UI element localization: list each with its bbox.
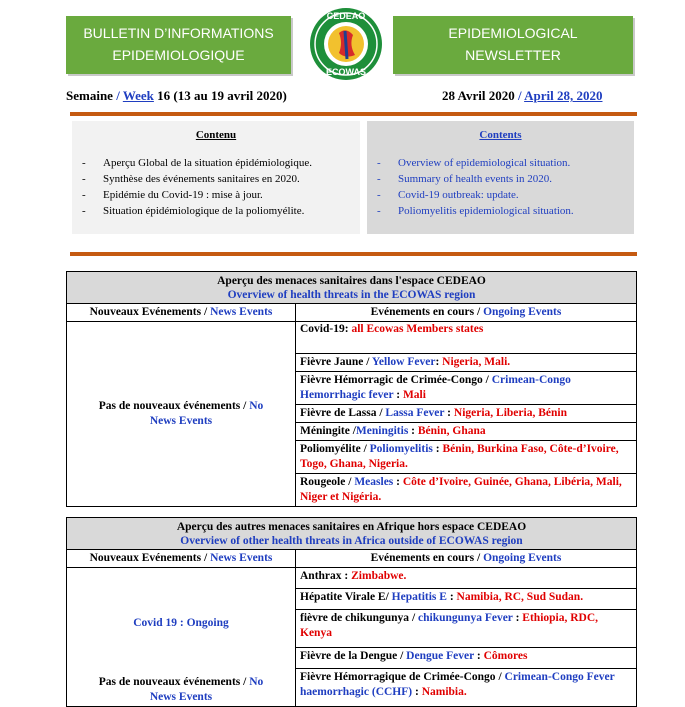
col-label-en: Ongoing Events <box>483 552 562 564</box>
event-places: Nigeria, Liberia, Bénin <box>453 407 567 419</box>
table2-row <box>296 568 637 589</box>
date-en: April 28, 2020 <box>524 88 603 103</box>
event-fr: Covid-19: <box>300 323 349 335</box>
event-sep: : <box>512 611 523 624</box>
table2-row: Fièvre de la Dengue / Dengue Fever : Cômores <box>296 647 637 668</box>
table1-title-en: Overview of health threats in the ECOWAS region <box>227 289 476 301</box>
table2-title <box>67 518 637 550</box>
event-places: Mali <box>402 389 426 401</box>
top-rule <box>70 112 637 116</box>
table1-row: Fièvre Hémorragic de Crimée-Congo / Crimean-Congo Hemorrhagic fever : Mali <box>296 372 637 405</box>
event-en: Yellow Fever <box>371 356 436 368</box>
french-title-line-2: EPIDEMIOLOGIQUE <box>112 47 245 63</box>
new-events-fr: Pas de nouveaux événements <box>98 400 241 412</box>
event-places: all Ecowas Members states <box>351 323 484 335</box>
event-en: Lassa Fever <box>385 407 445 419</box>
event-fr: Anthrax <box>300 570 342 582</box>
table1-col-new: Nouveaux Evénements / News Events <box>67 304 296 322</box>
week-label-fr: Semaine <box>66 88 113 103</box>
contents-list-en <box>367 155 634 219</box>
table2-row: Fièvre Hémorragique de Crimée-Congo / Crimean-Congo Fever haemorrhagic (CCHF) : Namibia. <box>296 668 637 706</box>
new-events-en: No <box>249 400 264 412</box>
event-fr: Fièvre Hémorragic de Crimée-Congo <box>300 374 483 386</box>
event-en: Crimean-Congo Fever haemorrhagic (CCHF) <box>300 670 615 698</box>
french-title-line-1: BULLETIN D’INFORMATIONS <box>83 25 274 41</box>
contents-item-en: - Summary of health events in 2020. <box>367 171 634 187</box>
contents-panel-en <box>367 121 634 234</box>
col-label-fr: Nouveaux Evénements <box>89 552 202 564</box>
table1-row: Méningite /Meningitis : Bénin, Ghana <box>296 423 637 441</box>
ecowas-logo <box>309 3 383 85</box>
table2-col-ongoing: Evénements en cours / Ongoing Events <box>296 550 637 568</box>
col-label-fr: Evénements en cours <box>370 306 475 318</box>
table1-row <box>296 322 637 354</box>
contents-item-fr: - Synthèse des événements sanitaires en 2020. <box>72 171 360 187</box>
event-places: Bénin, Burkina Faso, Côte-d’Ivoire, Togo, Ghana, Nigeria. <box>300 443 619 470</box>
table2-title-fr: Aperçu des autres menaces sanitaires en Afrique hors espace CEDEAO <box>176 521 527 533</box>
week-line <box>66 88 287 104</box>
new-events-fr: Pas de nouveaux événements <box>98 676 241 688</box>
event-fr: Fièvre Hémorragique de Crimée-Congo <box>300 670 496 683</box>
table1-title <box>67 272 637 304</box>
middle-rule <box>70 252 637 256</box>
contents-item-fr: - Epidémie du Covid-19 : mise à jour. <box>72 187 360 203</box>
event-fr: Rougeole <box>300 476 346 488</box>
table1-title-fr: Aperçu des menaces sanitaires dans l'espace CEDEAO <box>217 275 486 287</box>
col-label-en: News Events <box>210 552 273 564</box>
col-label-fr: Nouveaux Evénements <box>89 306 202 318</box>
event-sep: : <box>473 649 484 662</box>
event-sep: : <box>341 570 352 582</box>
date-fr: 28 Avril 2020 <box>442 88 515 103</box>
event-en: Hepatitis E <box>391 590 447 603</box>
event-places: Namibia, RC, Sud Sudan. <box>456 590 584 603</box>
event-sep: : <box>408 425 418 437</box>
table2-new-events: Covid 19 : Ongoing Pas de nouveaux événements / No News Events <box>67 568 296 707</box>
event-sep: : <box>446 590 457 603</box>
col-label-en: Ongoing Events <box>483 306 562 318</box>
table1-row: Rougeole / Measles : Côte d’Ivoire, Guinée, Ghana, Libéria, Mali, Niger et Nigéria. <box>296 474 637 507</box>
event-en: Dengue Fever <box>406 649 474 662</box>
event-places: Namibia. <box>421 685 467 698</box>
event-places: Bénin, Ghana <box>417 425 486 437</box>
event-en: Measles <box>354 476 394 488</box>
table1-row: Poliomyélite / Poliomyelitis : Bénin, Burkina Faso, Côte-d’Ivoire, Togo, Ghana, Nigeria. <box>296 441 637 474</box>
event-fr: Fièvre de Lassa <box>300 407 377 419</box>
contents-item-fr: - Aperçu Global de la situation épidémiologique. <box>72 155 360 171</box>
event-en: Crimean-Congo Hemorrhagic fever <box>300 374 571 401</box>
event-fr: Méningite <box>300 425 350 437</box>
logo-bottom-text: ECOWAS <box>325 67 367 77</box>
contents-panel-fr <box>72 121 360 234</box>
event-places: Cômores <box>483 649 528 662</box>
table1-new-events: Pas de nouveaux événements / No News Events <box>67 322 296 507</box>
contents-item-en: - Poliomyelitis epidemiological situation. <box>367 203 634 219</box>
ecowas-threats-table <box>66 271 637 507</box>
event-fr: Poliomyélite <box>300 443 361 455</box>
week-separator: / <box>112 88 123 103</box>
event-places: Nigeria, Mali. <box>442 356 511 368</box>
logo-top-text: CEDEAO <box>326 11 366 21</box>
event-en: chikungunya Fever <box>418 611 513 624</box>
contents-item-en: - Overview of epidemiological situation. <box>367 155 634 171</box>
col-label-fr: Evénements en cours <box>370 552 475 564</box>
french-title-box <box>66 16 291 74</box>
date-separator: / <box>514 88 525 103</box>
english-title-line-2: NEWSLETTER <box>465 47 561 63</box>
table1-row: Fièvre Jaune / Yellow Fever: Nigeria, Mali. <box>296 354 637 372</box>
new-events-en: News Events <box>149 415 213 427</box>
new-events-en: No <box>249 676 264 688</box>
event-fr: Hépatite Virale E <box>300 590 386 603</box>
event-sep: : <box>444 407 454 419</box>
event-sep: : <box>435 356 443 368</box>
new-events-en: News Events <box>149 691 213 703</box>
event-fr: Fièvre Jaune <box>300 356 364 368</box>
english-title-line-1: EPIDEMIOLOGICAL <box>448 25 578 41</box>
col-label-en: News Events <box>210 306 273 318</box>
event-sep: : <box>432 443 443 455</box>
table2-col-new: Nouveaux Evénements / News Events <box>67 550 296 568</box>
event-en: Poliomyelitis <box>369 443 433 455</box>
event-sep: : <box>393 389 403 401</box>
contents-title-en: Contents <box>479 129 522 141</box>
africa-threats-table <box>66 517 637 707</box>
table1-col-ongoing: Evénements en cours / Ongoing Events <box>296 304 637 322</box>
contents-title-fr: Contenu <box>195 129 237 141</box>
week-range: 16 (13 au 19 avril 2020) <box>153 88 287 103</box>
table2-row: Hépatite Virale E/ Hepatitis E : Namibia, RC, Sud Sudan. <box>296 588 637 609</box>
week-label-en: Week <box>122 88 154 103</box>
event-places: Ethiopia, RDC, Kenya <box>300 611 599 639</box>
contents-item-en: - Covid-19 outbreak: update. <box>367 187 634 203</box>
event-fr: fièvre de chikungunya <box>300 611 410 624</box>
event-sep: : <box>412 685 422 698</box>
table2-row: fièvre de chikungunya / chikungunya Fever : Ethiopia, RDC, Kenya <box>296 609 637 647</box>
date-line <box>442 88 602 104</box>
event-places: Côte d’Ivoire, Guinée, Ghana, Libéria, Mali, Niger et Nigéria. <box>300 476 622 503</box>
covid-ongoing: Covid 19 : Ongoing <box>133 617 229 629</box>
event-sep: : <box>393 476 403 488</box>
contents-item-fr: - Situation épidémiologique de la poliomyélite. <box>72 203 360 219</box>
event-fr: Fièvre de la Dengue <box>300 649 398 662</box>
english-title-box <box>393 16 633 74</box>
table2-title-en: Overview of other health threats in Africa outside of ECOWAS region <box>180 535 523 547</box>
event-en: Meningitis <box>355 425 409 437</box>
table1-row: Fièvre de Lassa / Lassa Fever : Nigeria, Liberia, Bénin <box>296 405 637 423</box>
event-places: Zimbabwe. <box>351 570 407 582</box>
contents-list-fr <box>72 155 360 219</box>
